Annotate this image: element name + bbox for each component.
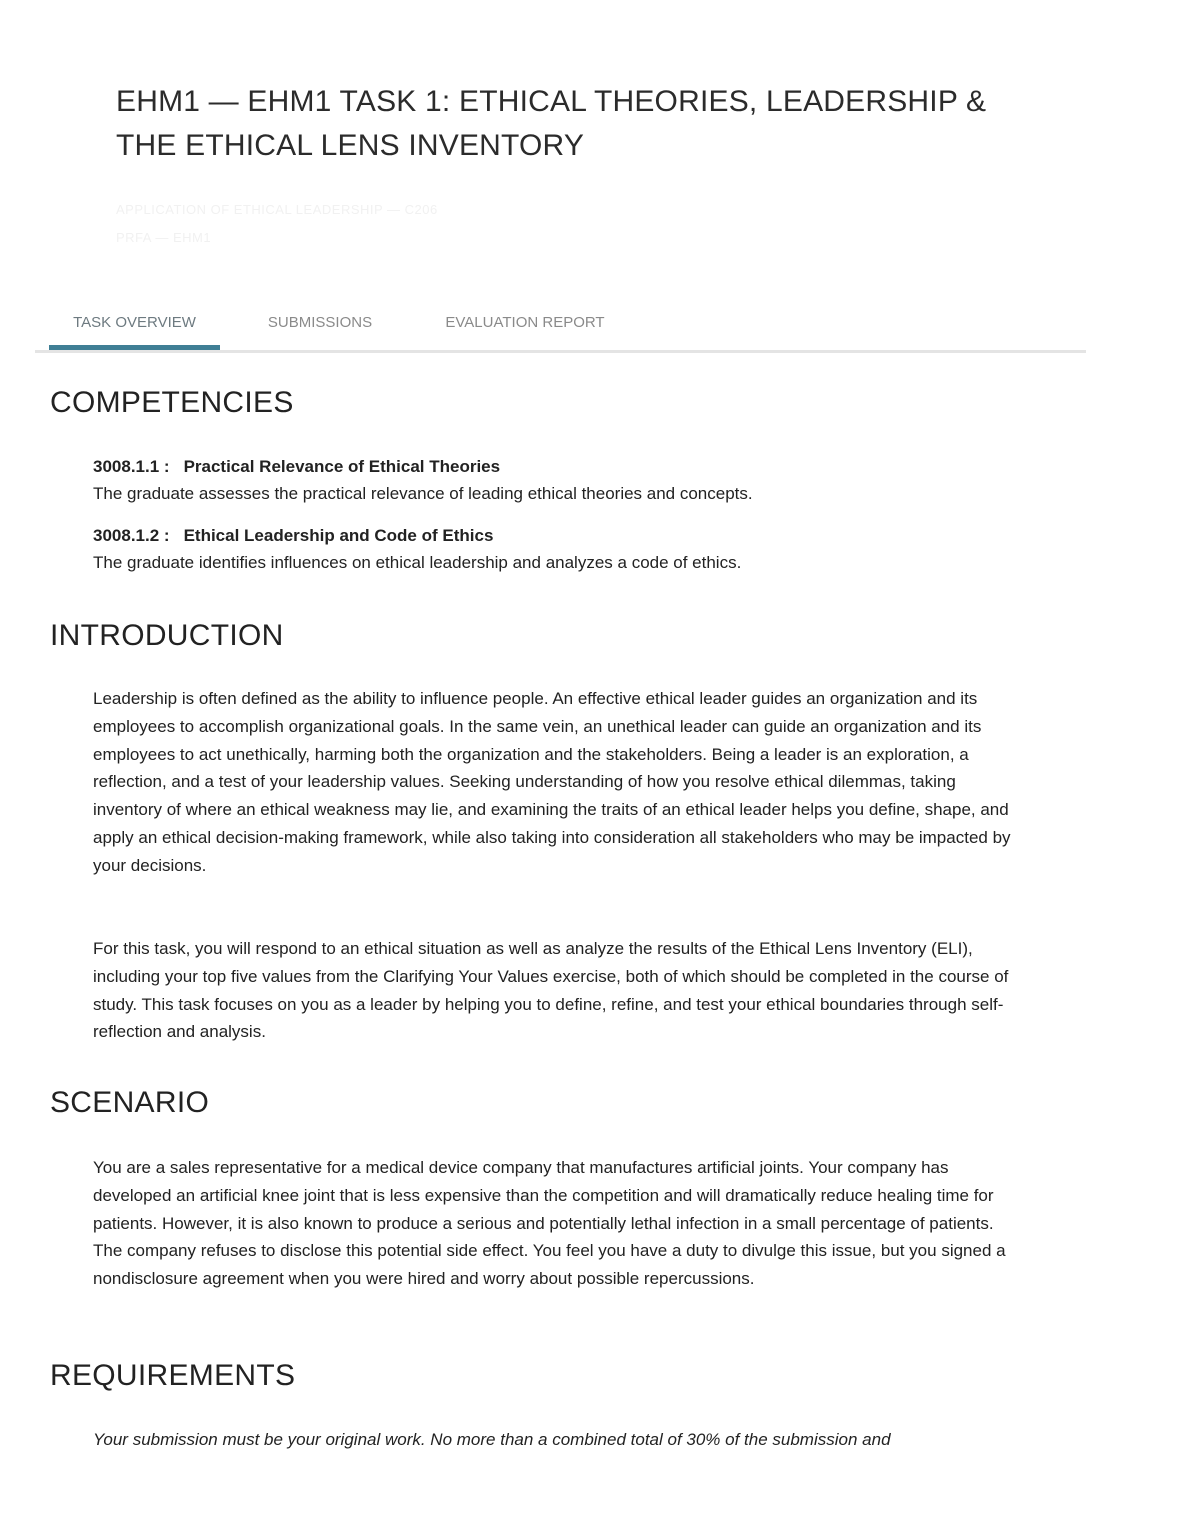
tab-evaluation-report[interactable]: EVALUATION REPORT xyxy=(445,314,605,331)
competency-code: 3008.1.1 : xyxy=(93,457,170,476)
task-code-subtitle: PRFA — EHM1 xyxy=(116,230,212,245)
course-subtitle: APPLICATION OF ETHICAL LEADERSHIP — C206 xyxy=(116,202,438,217)
introduction-heading: INTRODUCTION xyxy=(50,619,284,652)
competency-item xyxy=(93,522,1053,576)
competency-name: Ethical Leadership and Code of Ethics xyxy=(183,526,494,545)
scenario-heading: SCENARIO xyxy=(50,1086,210,1119)
tab-submissions[interactable]: SUBMISSIONS xyxy=(267,314,373,331)
competency-item xyxy=(93,453,1053,507)
competency-title xyxy=(93,522,1053,549)
competency-name: Practical Relevance of Ethical Theories xyxy=(183,457,501,476)
task-tabs xyxy=(35,300,1086,353)
requirements-heading: REQUIREMENTS xyxy=(50,1359,296,1392)
competency-title xyxy=(93,453,1053,480)
competency-description: The graduate assesses the practical relevance of leading ethical theories and concepts. xyxy=(93,484,753,503)
introduction-paragraph-2: For this task, you will respond to an ethical situation as well as analyze the results of the Ethical Lens Inventory (ELI), including your top five values from the Clarifying Your Values exercise, both of which should be completed in the course of study. This task focuses on you as a leader by helping you to define, refine, and test your ethical boundaries through self-reflection and analysis. xyxy=(93,939,1009,1042)
tab-task-overview[interactable]: TASK OVERVIEW xyxy=(49,300,220,347)
requirements-paragraph: Your submission must be your original work. No more than a combined total of 30% of the submission and xyxy=(93,1430,891,1449)
competencies-heading: COMPETENCIES xyxy=(50,386,294,419)
introduction-paragraph-1: Leadership is often defined as the ability to influence people. An effective ethical leader guides an organization and its employees to accomplish organizational goals. In the same vein, an unethical leader can guide an organization and its employees to act unethically, harming both the organization and the stakeholders. Being a leader is an exploration, a reflection, and a test of your leadership values. Seeking understanding of how you resolve ethical dilemmas, taking inventory of where an ethical weakness may lie, and examining the traits of an ethical leader helps you define, shape, and apply an ethical decision-making framework, while also taking into consideration all stakeholders who may be impacted by your decisions. xyxy=(93,689,1011,875)
competency-code: 3008.1.2 : xyxy=(93,526,170,545)
competency-description: The graduate identifies influences on ethical leadership and analyzes a code of ethics. xyxy=(93,553,742,572)
page-title: EHM1 — EHM1 TASK 1: ETHICAL THEORIES, LEADERSHIP & THE ETHICAL LENS INVENTORY xyxy=(116,85,987,162)
scenario-paragraph: You are a sales representative for a medical device company that manufactures artificial joints. Your company has developed an artificial knee joint that is less expensive than the competition and will dramatically reduce healing time for patients. However, it is also known to produce a serious and potentially lethal infection in a small percentage of patients. The company refuses to disclose this potential side effect. You feel you have a duty to divulge this issue, but you signed a nondisclosure agreement when you were hired and worry about possible repercussions. xyxy=(93,1158,1006,1289)
